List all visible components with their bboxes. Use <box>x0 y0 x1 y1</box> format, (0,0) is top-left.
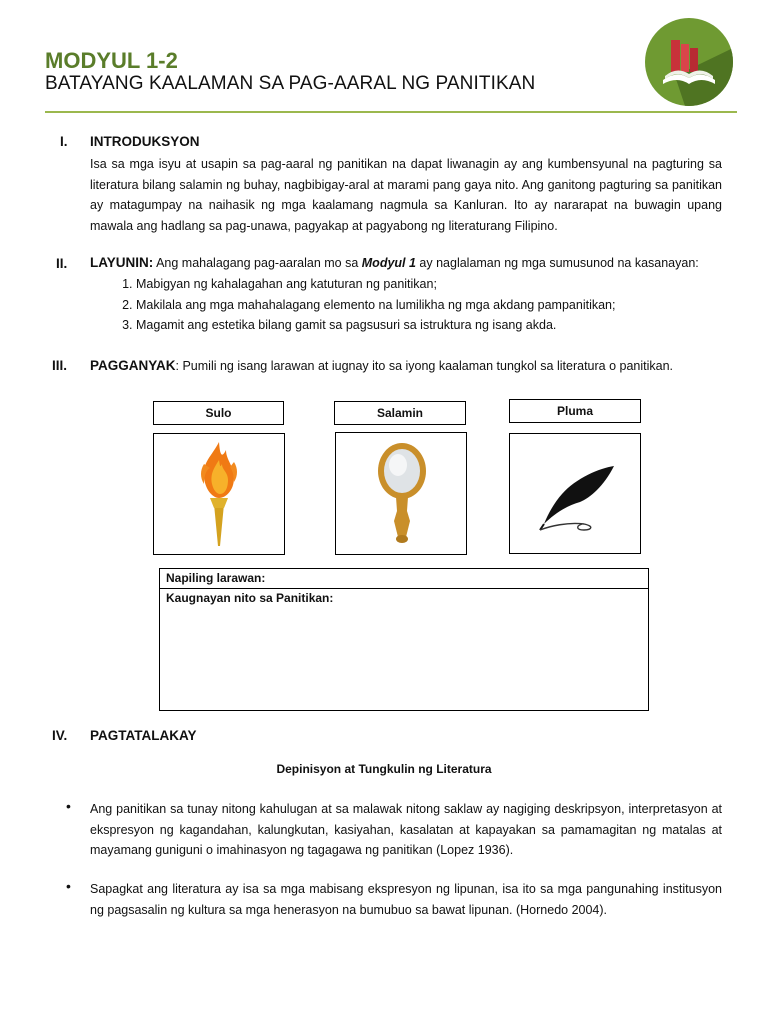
mirror-icon <box>336 433 466 554</box>
subsection-title: Depinisyon at Tungkulin ng Literatura <box>276 762 492 776</box>
section-number-pagganyak: III. <box>52 358 68 373</box>
section-title-layunin: LAYUNIN: <box>90 255 154 270</box>
bullet-icon: • <box>66 878 71 894</box>
header-divider <box>45 111 737 113</box>
discussion-bullet-1: Ang panitikan sa tunay nitong kahulugan at sa malawak nitong saklaw ay nagiging deskripsyon, interpretasyon at ekspresyon ng kagandahan, kalungkutan, kasiyahan, kasalatan at kapayakan sa pamamagitan ng matalas at mayamang guniguni o imahinasyon ng tagagawa ng panitikan (Lopez 1936). <box>90 802 722 857</box>
quill-image-box <box>509 433 641 554</box>
choice-label-salamin: Salamin <box>334 401 466 425</box>
pagganyak-line <box>90 358 730 373</box>
objective-item: 1. Mabigyan ng kahalagahan ang katuturan ng panitikan; <box>136 274 768 295</box>
section-number-pagtatalakay: IV. <box>52 728 68 743</box>
module-title: MODYUL 1-2 <box>45 48 178 73</box>
book-logo-icon <box>645 18 733 106</box>
choice-label-sulo: Sulo <box>153 401 284 425</box>
discussion-bullet-2: Sapagkat ang literatura ay isa sa mga mabisang ekspresyon ng lipunan, isa ito sa mga pangunahing institusyon ng pagsasalin ng kultura sa mga henerasyon na bumubuo sa bawat lipunan. (Hornedo 2004). <box>90 882 722 917</box>
section-title-pagtatalakay: PAGTATALAKAY <box>90 728 197 743</box>
choice-label-pluma: Pluma <box>509 399 641 423</box>
layunin-lead <box>90 255 730 270</box>
quill-pen-icon <box>510 434 640 553</box>
torch-image-box <box>153 433 285 555</box>
layunin-lead-before: Ang mahalagang pag-aaralan mo sa <box>156 256 362 270</box>
answer-box <box>159 568 649 711</box>
intro-paragraph: Isa sa mga isyu at usapin sa pag-aaral ng panitikan na dapat liwanagin ay ang kumbensyunal na pagturing sa literatura bilang salamin ng buhay, nagbibigay-aral at marami pang gaya nito. Ang ganitong pagturing sa panitikan ay matagumpay na naihasik ng mga kaalamang nagmula sa Kanluran. Ito ay nararapat na buwagin upang mawala ang hadlang sa pag-unawa, pagyakap at pagyabong ng literaturang Filipino. <box>90 157 722 233</box>
answer-row-chosen[interactable]: Napiling larawan: <box>160 569 648 589</box>
bullet-icon: • <box>66 798 71 814</box>
section-title-pagganyak: PAGGANYAK <box>90 358 176 373</box>
layunin-lead-emph: Modyul 1 <box>361 256 416 270</box>
module-subtitle: BATAYANG KAALAMAN SA PAG-AARAL NG PANITIKAN <box>45 73 536 94</box>
objective-item: 3. Magamit ang estetika bilang gamit sa pagsusuri sa istruktura ng isang akda. <box>136 315 768 336</box>
mirror-image-box <box>335 432 467 555</box>
answer-row-relation[interactable]: Kaugnayan nito sa Panitikan: <box>166 591 334 605</box>
pagganyak-instruction: : Pumili ng isang larawan at iugnay ito sa iyong kaalaman tungkol sa literatura o panitikan. <box>175 359 674 373</box>
objectives-list <box>91 274 768 336</box>
objective-item: 2. Makilala ang mga mahahalagang elemento na lumilikha ng mga akdang pampanitikan; <box>136 295 768 316</box>
torch-icon <box>154 434 284 554</box>
section-number-layunin: II. <box>56 256 68 271</box>
section-number-intro: I. <box>60 134 68 149</box>
section-title-intro: INTRODUKSYON <box>90 134 200 149</box>
layunin-lead-after: ay naglalaman ng mga sumusunod na kasanayan: <box>415 256 699 270</box>
